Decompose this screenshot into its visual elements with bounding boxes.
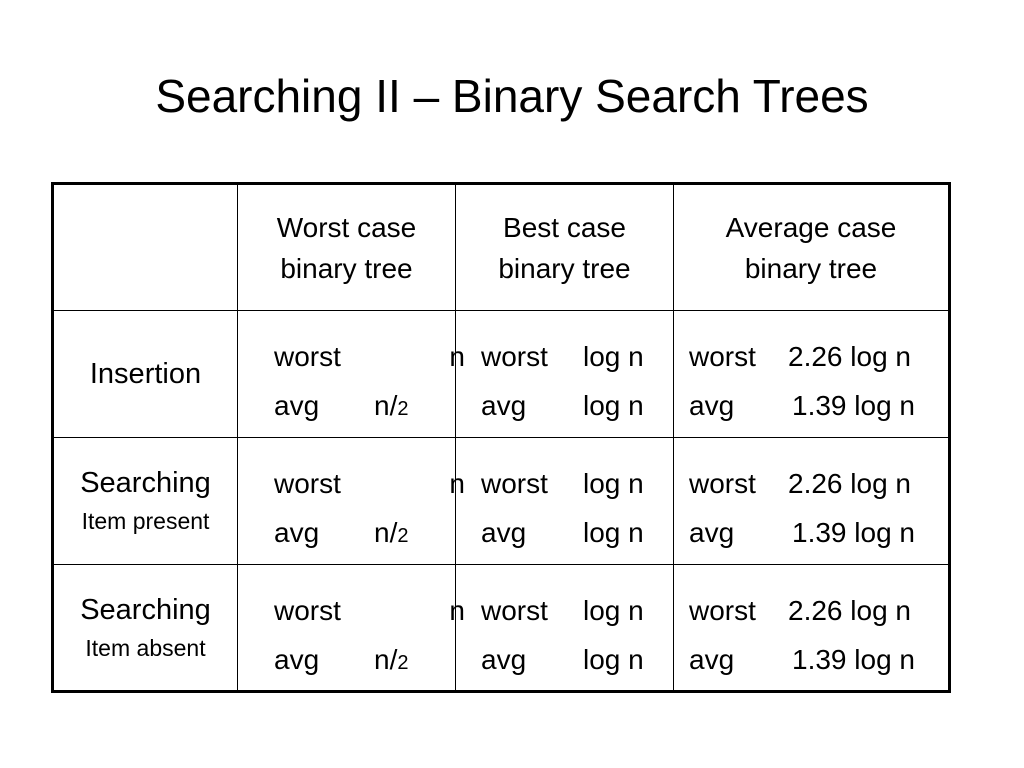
table-row — [53, 311, 950, 438]
worst-label: worst — [689, 594, 756, 626]
avg-label: avg — [689, 517, 735, 548]
header-row — [53, 184, 950, 311]
worst-value: n — [449, 594, 465, 626]
row-label: Searching — [80, 593, 211, 626]
header-best-case — [456, 184, 674, 311]
worst-value: 2.26 log n — [788, 468, 911, 499]
row-label: Insertion — [89, 358, 202, 390]
header-average-line1: Average case — [725, 211, 897, 243]
header-average-case — [674, 184, 950, 311]
avg-label: avg — [689, 643, 735, 675]
row-sublabel: Item present — [81, 508, 210, 534]
average-case-cell — [674, 311, 950, 438]
worst-value: log n — [583, 341, 644, 372]
worst-value: log n — [583, 594, 644, 626]
avg-divisor: 2 — [397, 525, 409, 547]
best-case-cell — [456, 438, 674, 565]
worst-value: n — [449, 341, 465, 372]
worst-label: worst — [689, 468, 756, 499]
header-best-line1: Best case — [503, 211, 626, 243]
avg-value: n/ — [374, 390, 398, 421]
worst-label: worst — [481, 468, 548, 499]
worst-value: 2.26 log n — [788, 341, 911, 372]
worst-value: 2.26 log n — [788, 594, 911, 626]
row-label-cell — [53, 438, 238, 565]
header-worst-case — [238, 184, 456, 311]
best-case-cell — [456, 311, 674, 438]
worst-label: worst — [274, 341, 341, 372]
table-row — [53, 565, 950, 692]
best-case-cell — [456, 565, 674, 692]
avg-divisor: 2 — [397, 651, 409, 674]
avg-label: avg — [481, 517, 527, 548]
average-case-cell — [674, 438, 950, 565]
header-average-line2: binary tree — [744, 252, 878, 284]
avg-label: avg — [274, 517, 320, 548]
avg-value: n/ — [374, 517, 398, 548]
worst-case-cell — [238, 438, 465, 565]
row-label-cell — [53, 311, 238, 438]
worst-label: worst — [274, 594, 341, 626]
row-label-cell — [53, 565, 238, 692]
worst-case-cell — [238, 311, 465, 438]
row-sublabel: Item absent — [85, 634, 206, 661]
worst-case-cell — [238, 565, 465, 692]
table-row — [53, 438, 950, 565]
avg-divisor: 2 — [397, 398, 409, 420]
avg-value: 1.39 log n — [792, 643, 915, 675]
row-label: Searching — [80, 467, 211, 499]
avg-value: 1.39 log n — [792, 390, 915, 421]
header-worst-line1: Worst case — [276, 211, 417, 243]
worst-label: worst — [689, 341, 756, 372]
corner-cell — [53, 184, 238, 311]
complexity-table — [51, 182, 951, 693]
avg-label: avg — [274, 390, 320, 421]
header-best-line2: binary tree — [498, 252, 631, 284]
average-case-cell — [674, 565, 950, 692]
avg-value: 1.39 log n — [792, 517, 915, 548]
avg-label: avg — [481, 390, 527, 421]
worst-label: worst — [481, 594, 548, 626]
worst-value: log n — [583, 468, 644, 499]
avg-value: log n — [583, 390, 644, 421]
worst-label: worst — [274, 468, 341, 499]
avg-value: log n — [583, 517, 644, 548]
avg-label: avg — [274, 643, 320, 675]
avg-label: avg — [481, 643, 527, 675]
avg-value: n/ — [374, 643, 398, 675]
avg-label: avg — [689, 390, 735, 421]
slide-title: Searching II – Binary Search Trees — [155, 70, 869, 122]
header-worst-line2: binary tree — [280, 252, 413, 284]
worst-value: n — [449, 468, 465, 499]
avg-value: log n — [583, 643, 644, 675]
worst-label: worst — [481, 341, 548, 372]
